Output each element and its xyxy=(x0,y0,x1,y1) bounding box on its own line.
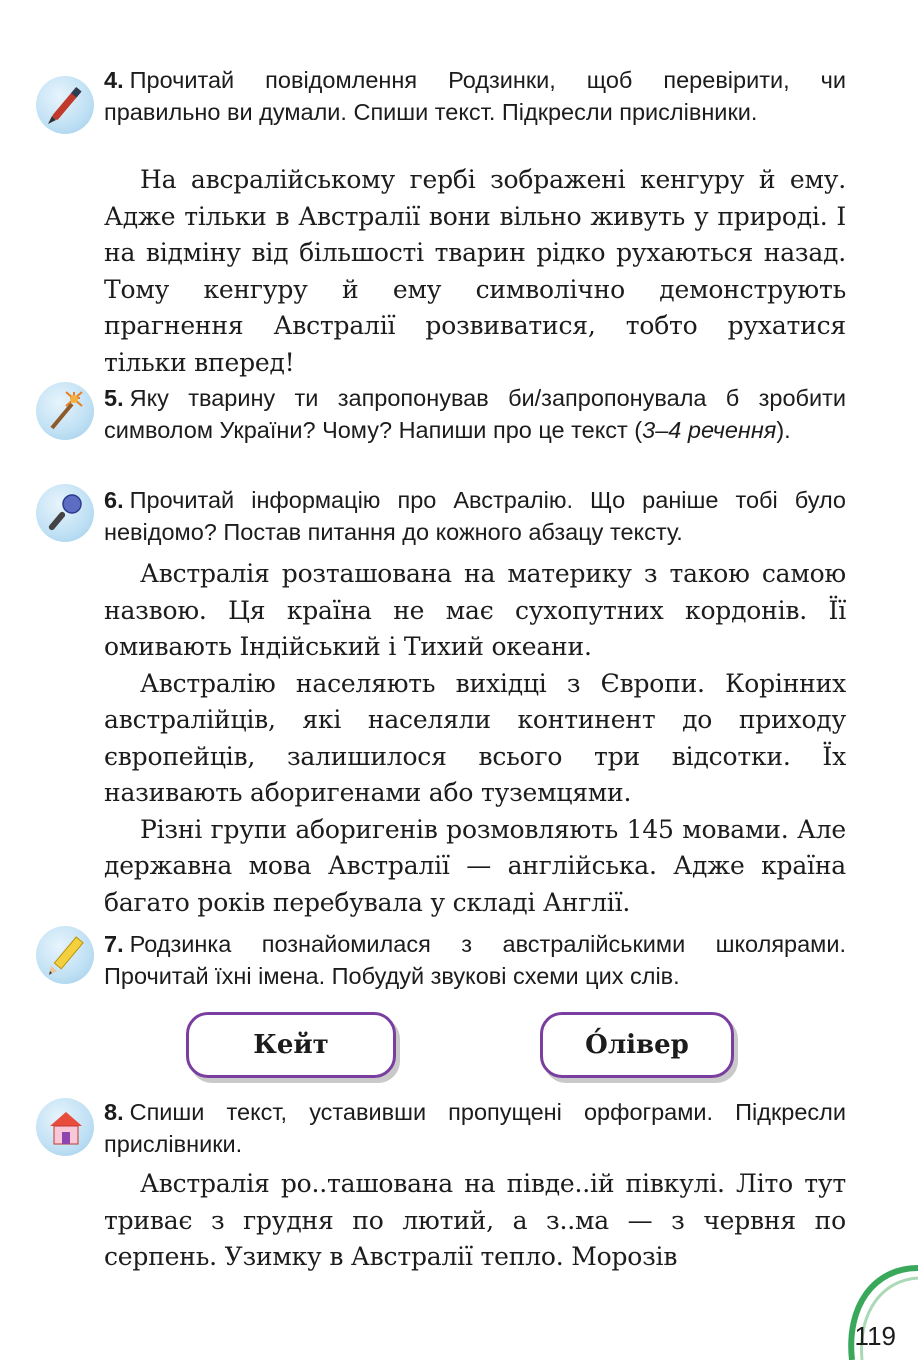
house-icon xyxy=(36,1098,94,1156)
task-6-instruction xyxy=(104,484,846,548)
task-text-close: ). xyxy=(776,417,791,443)
name-card-kate xyxy=(186,1012,396,1078)
task-6-text xyxy=(104,556,846,921)
task-5-instruction xyxy=(104,382,846,446)
paragraph: Різні групи аборигенів розмовляють 145 мовами. Але державна мова Австралії — англійська. Адже країна багато років перебувала у складі Англії. xyxy=(104,814,846,917)
task-number: 5. xyxy=(104,385,124,411)
task-8-paragraph xyxy=(104,1166,846,1276)
paragraph: Австралія розташована на материку з такою самою назвою. Ця країна не має сухопутних кордонів. Її омивають Індійський і Тихий океани. xyxy=(104,559,846,661)
task-number: 6. xyxy=(104,487,124,513)
paragraph: На авсралійському гербі зображені кенгуру й ему. Адже тільки в Австралії вони вільно живуть у природі. І на відміну від більшості тварин рідко рухаються назад. Тому кенгуру й ему символічно демонструють прагнення Австралії розвиватися, тобто рухатися тільки вперед! xyxy=(104,165,846,377)
task-text: Яку тварину ти запропонував би/запропонувала б зробити символом України? Чому? Напиши про це текст ( xyxy=(104,385,846,443)
task-text: Прочитай інформацію про Австралію. Що раніше тобі було невідомо? Постав питання до кожного абзацу тексту. xyxy=(104,487,846,545)
pencil-icon xyxy=(36,926,94,984)
paragraph: Австралія ро..ташована на півде..ій півкулі. Літо тут триває з грудня по лютий, а з..ма — з червня по серпень. Узимку в Австралії тепло. Морозів xyxy=(104,1169,846,1271)
task-number: 7. xyxy=(104,931,124,957)
paragraph: Австралію населяють вихідці з Європи. Корінних австралійців, які населяли континент до приходу європейців, залишилося всього три відсотки. Їх називають аборигенами або туземцями. xyxy=(104,668,846,807)
page-number: 119 xyxy=(854,1321,896,1351)
task-8-instruction xyxy=(104,1096,846,1160)
microphone-icon xyxy=(36,484,94,542)
task-text: Родзинка познайомилася з австралійськими школярами. Прочитай їхні імена. Побудуй звукові схеми цих слів. xyxy=(104,931,846,989)
page-number-badge xyxy=(822,1256,918,1360)
task-number: 8. xyxy=(104,1099,124,1125)
name-label: О́лівер xyxy=(585,1030,689,1060)
task-number: 4. xyxy=(104,67,124,93)
magic-wand-icon xyxy=(36,382,94,440)
task-text: Спиши текст, уставивши пропущені орфограми. Підкресли прислівники. xyxy=(104,1099,846,1157)
task-4-paragraph xyxy=(104,162,846,381)
task-note: 3–4 речення xyxy=(642,417,777,443)
pen-icon xyxy=(36,76,94,134)
name-card-oliver xyxy=(540,1012,734,1078)
name-label: Кейт xyxy=(253,1030,329,1060)
task-text: Прочитай повідомлення Родзинки, щоб перевірити, чи правильно ви думали. Спиши текст. Підкресли прислівники. xyxy=(104,67,846,125)
task-7-instruction xyxy=(104,928,846,992)
task-4-instruction xyxy=(104,64,846,128)
